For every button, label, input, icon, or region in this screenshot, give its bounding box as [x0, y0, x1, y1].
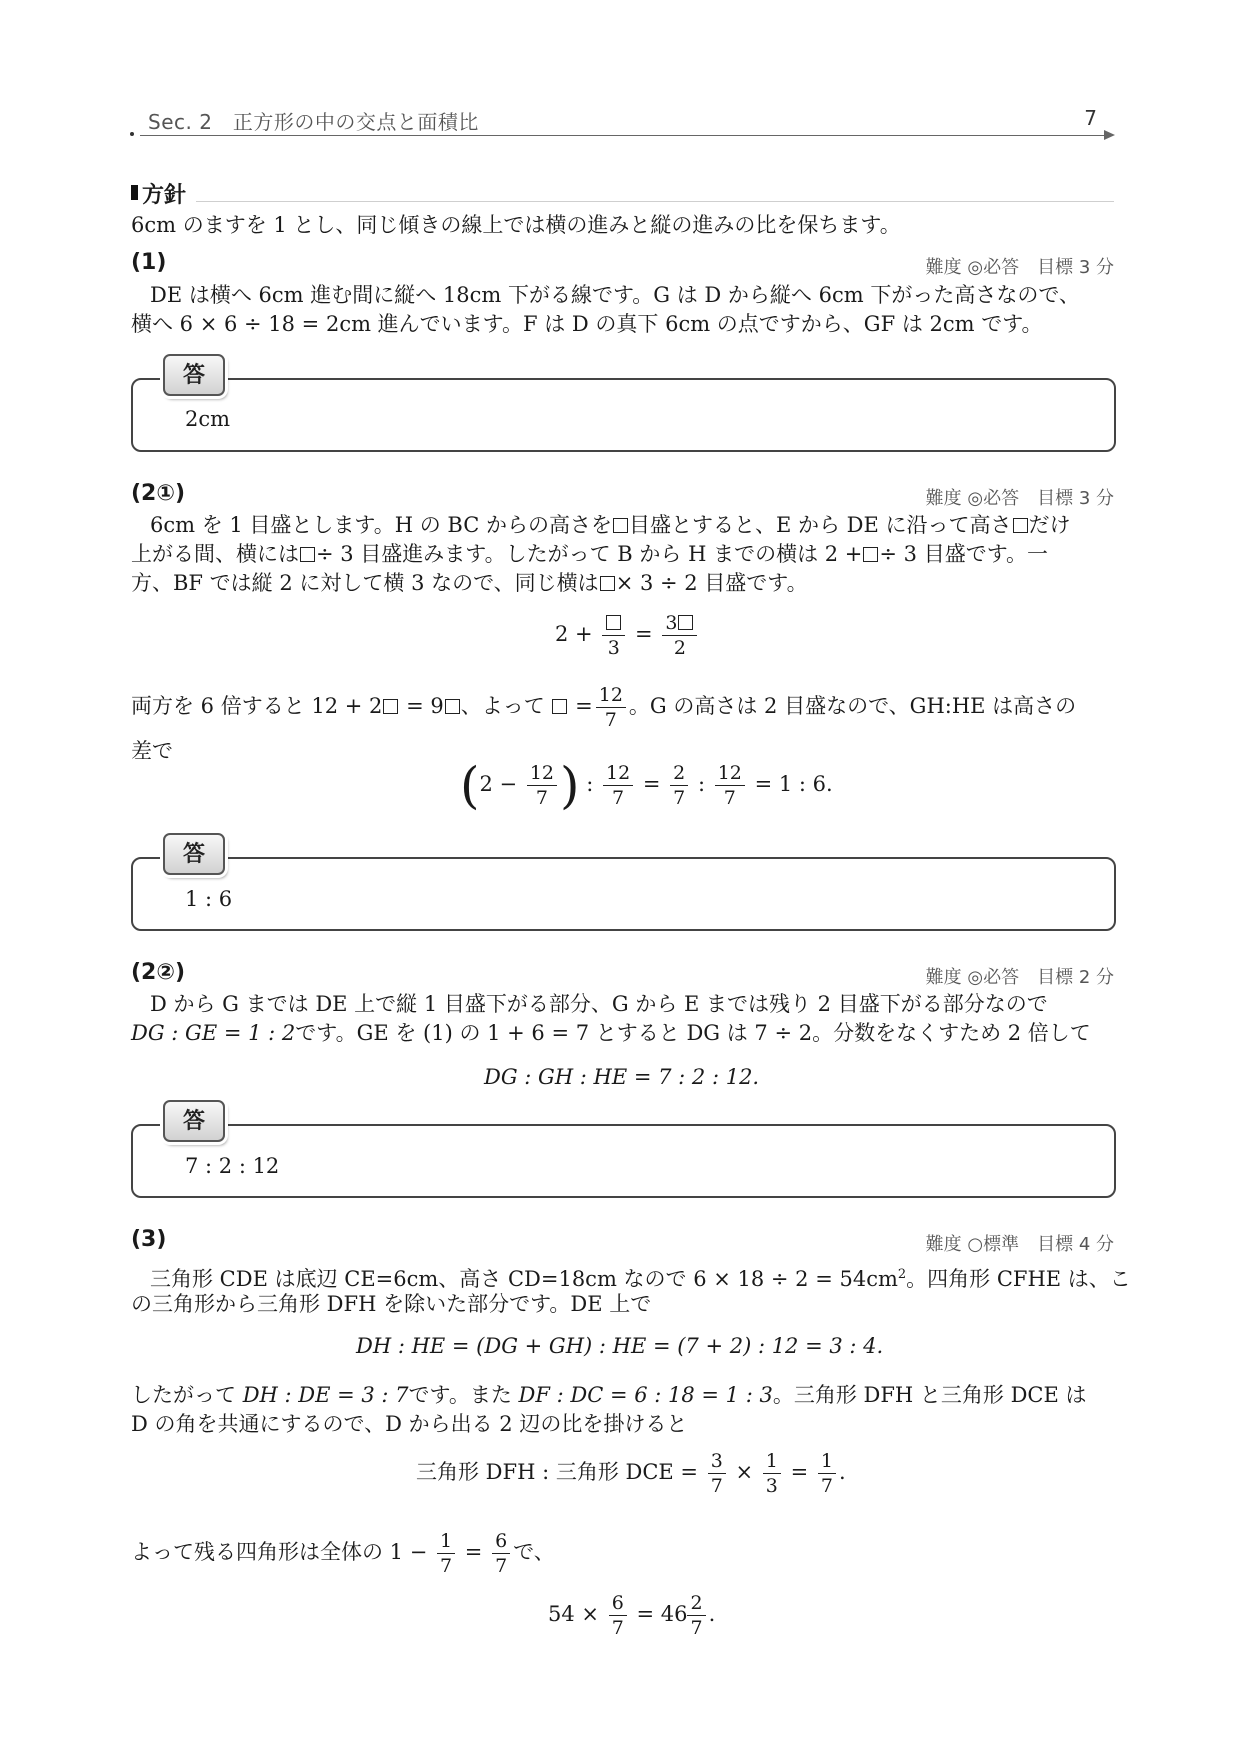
unknown-box-icon: [1013, 518, 1028, 533]
q2a-line-3: 方、BF では縦 2 に対して横 3 なので、同じ横は × 3 ÷ 2 目盛です。: [131, 571, 808, 595]
q3-line-3: したがって DH : DE = 3 : 7です。また DF : DC = 6 : 18 = 1 : 3。三角形 DFH と三角形 DCE は: [131, 1383, 1087, 1407]
answer-tag: 答: [163, 354, 225, 396]
q1-line-1: DE は横へ 6cm 進む間に縦へ 18cm 下がる線です。G は D から縦へ 6cm 下がった高さなので、: [150, 283, 1080, 307]
answer-value: 7 : 2 : 12: [185, 1154, 280, 1178]
answer-box-q1: [131, 362, 1116, 452]
q1-line-2: 横へ 6 × 6 ÷ 18 = 2cm 進んでいます。F は D の真下 6cm の点ですから、GF は 2cm です。: [131, 312, 1043, 336]
q3-line-5: よって残る四角形は全体の 1 − $\frac{1}{7}$ = $\frac{6}{7}$ で、: [131, 1530, 555, 1577]
q2a-line-1: 6cm を 1 目盛とします。H の BC からの高さを 目盛とすると、E から DE に沿って高さ だけ: [150, 513, 1071, 537]
heading-rule: [196, 201, 1114, 202]
q3-meta: 難度 ○標準 目標 4 分: [925, 1234, 1114, 1255]
unknown-box-icon: [600, 576, 615, 591]
q3-equation-2: 三角形 DFH : 三角形 DCE = $\frac{3}{7}$ × $\frac{1}{3}$ = $\frac{1}{7}$ .: [416, 1450, 846, 1497]
q2a-equation-1: 2 + 3 = $\frac{3}{2}$: [555, 612, 700, 659]
q2a-meta: 難度 ◎必答 目標 3 分: [925, 488, 1114, 509]
header-dot: [130, 132, 134, 136]
q3-equation-1: DH : HE = (DG + GH) : HE = (7 + 2) : 12 = 3 : 4.: [356, 1334, 884, 1358]
q2a-line-4: 両方を 6 倍すると 12 + 2 = 9 、よって = $\frac{12}{7}$ 。G の高さは 2 目盛なので、GH:HE は高さの: [131, 684, 1077, 731]
heading-bullet-icon: [131, 185, 138, 200]
q3-line-2: の三角形から三角形 DFH を除いた部分です。DE 上で: [131, 1292, 652, 1316]
q2b-line-1: D から G までは DE 上で縦 1 目盛下がる部分、G から E までは残り 2 目盛下がる部分なので: [150, 992, 1048, 1016]
header-rule: [140, 135, 1105, 136]
running-header: [130, 98, 1115, 138]
q1-label: (1): [131, 250, 167, 275]
q3-label: (3): [131, 1227, 167, 1252]
policy-heading: [131, 180, 1114, 208]
q2b-meta: 難度 ◎必答 目標 2 分: [925, 967, 1114, 988]
header-arrow-icon: [1104, 130, 1115, 140]
answer-box-q2b: [131, 1108, 1116, 1198]
page-number: 7: [1084, 106, 1097, 130]
unknown-box-icon: [863, 547, 878, 562]
unknown-box-icon: [300, 547, 315, 562]
q2a-line-2: 上がる間、横には ÷ 3 目盛進みます。したがって B から H までの横は 2 + ÷ 3 目盛です。一: [131, 542, 1049, 566]
fraction: $\frac{12}{7}$: [596, 684, 626, 731]
answer-value: 2cm: [185, 407, 231, 431]
policy-text: 6cm のますを 1 とし、同じ傾きの線上では横の進みと縦の進みの比を保ちます。: [131, 213, 901, 237]
q3-equation-3: 54 × $\frac{6}{7}$ = 46 $\frac{2}{7}$ .: [548, 1592, 716, 1639]
header-section-title: Sec. 2 正方形の中の交点と面積比: [148, 110, 479, 134]
fraction: 3: [602, 612, 625, 659]
q3-line-4: D の角を共通にするので、D から出る 2 辺の比を掛けると: [131, 1412, 688, 1436]
q2b-line-2: DG : GE = 1 : 2です。GE を (1) の 1 + 6 = 7 とすると DG は 7 ÷ 2。分数をなくすため 2 倍して: [131, 1021, 1091, 1045]
unknown-box-icon: [613, 518, 628, 533]
q1-meta: 難度 ◎必答 目標 3 分: [925, 257, 1114, 278]
q2a-label: (2①): [131, 481, 186, 506]
answer-tag: 答: [163, 833, 225, 875]
answer-tag: 答: [163, 1100, 225, 1142]
q2a-line-5: 差で: [131, 739, 173, 763]
q2a-equation-2: (2 − $\frac{12}{7}$ ) : $\frac{12}{7}$ = $\frac{2}{7}$ : $\frac{12}{7}$ = 1 : 6.: [460, 756, 833, 815]
answer-box-q2a: [131, 841, 1116, 931]
answer-value: 1 : 6: [185, 887, 233, 911]
policy-title: 方針: [142, 183, 187, 208]
fraction: $\frac{3}{2}$: [662, 612, 697, 659]
q2b-equation: DG : GH : HE = 7 : 2 : 12.: [484, 1065, 760, 1089]
q3-line-1: 三角形 CDE は底辺 CE=6cm、高さ CD=18cm なので $6 \times 18 \div 2 = 54cm^2$。四角形 CFHE は、こ: [150, 1267, 1131, 1291]
q2b-label: (2②): [131, 960, 186, 985]
